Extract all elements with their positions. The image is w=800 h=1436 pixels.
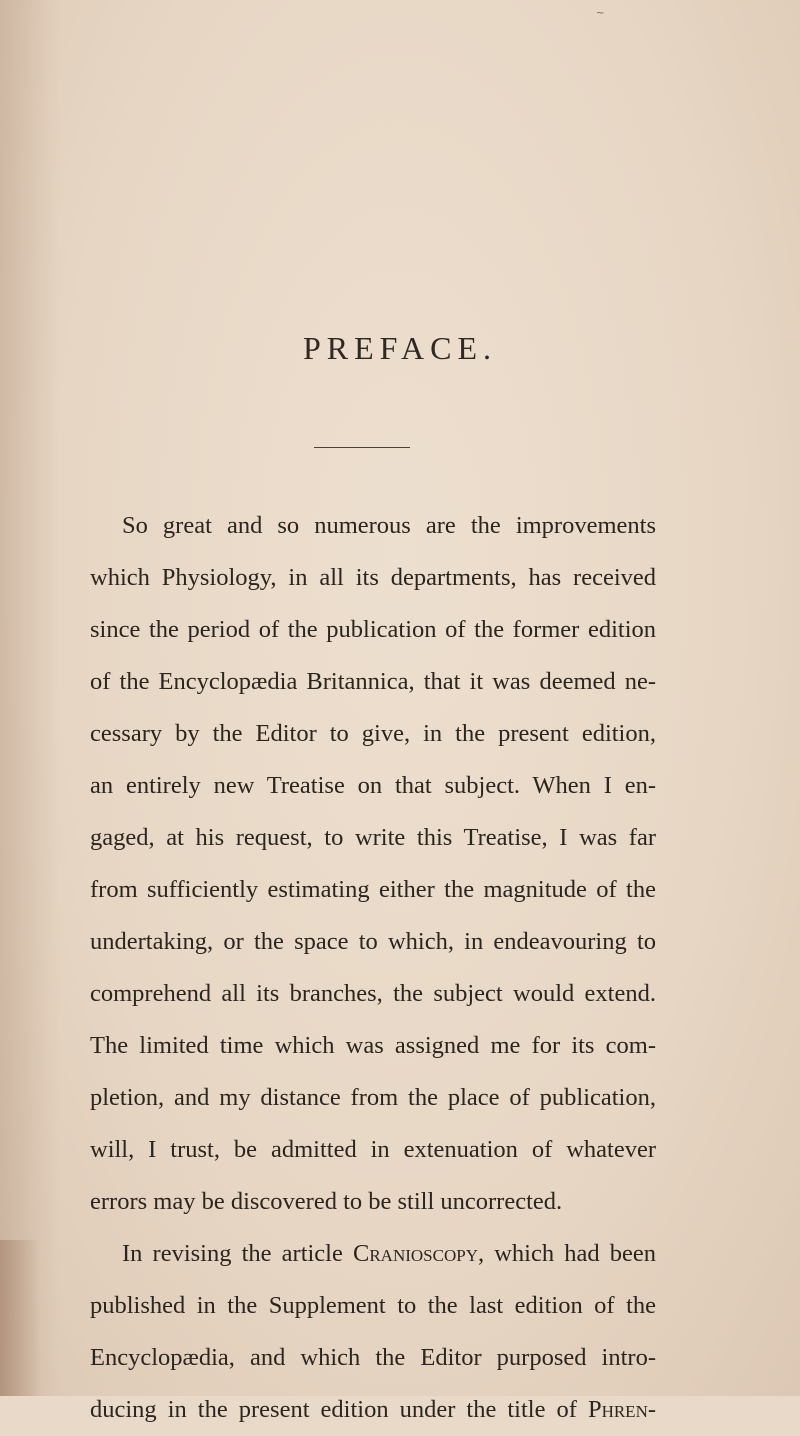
text-run: ducing in the present edition under the title of	[90, 1396, 588, 1423]
text-line	[90, 1228, 656, 1280]
paragraph-1	[90, 500, 656, 1228]
text-run: In revising the article	[122, 1240, 353, 1267]
text-line: pletion, and my distance from the place of publication,	[90, 1084, 656, 1111]
text-line: Encyclopædia, and which the Editor purposed intro-	[90, 1344, 656, 1371]
small-caps-term: Phren-	[587, 1396, 656, 1423]
text-line: which Physiology, in all its departments, has received	[90, 564, 656, 591]
text-line: published in the Supplement to the last edition of the	[90, 1292, 656, 1319]
text-line: will, I trust, be admitted in extenuation of whatever	[90, 1136, 656, 1163]
text-run: , which had been	[477, 1240, 656, 1267]
text-line	[90, 1384, 656, 1436]
text-line: from sufficiently estimating either the magnitude of the	[90, 876, 656, 903]
small-caps-term: Cranioscopy	[353, 1240, 478, 1267]
page-title: PREFACE.	[302, 330, 498, 366]
text-line: undertaking, or the space to which, in endeavouring to	[90, 928, 656, 955]
text-line: of the Encyclopædia Britannica, that it was deemed ne-	[90, 668, 656, 695]
text-line: cessary by the Editor to give, in the present edition,	[90, 720, 656, 747]
corner-mark: ~	[596, 8, 605, 19]
page-edge-stain	[0, 1240, 40, 1396]
text-line: since the period of the publication of the former edition	[90, 616, 656, 643]
text-line: errors may be discovered to be still uncorrected.	[90, 1188, 563, 1215]
preface-text	[90, 500, 656, 1436]
text-line: So great and so numerous are the improvements	[122, 512, 656, 539]
text-line: comprehend all its branches, the subject would extend.	[90, 980, 656, 1007]
text-line: The limited time which was assigned me for its com-	[90, 1032, 656, 1059]
title-rule	[314, 447, 410, 448]
text-line: an entirely new Treatise on that subject. When I en-	[90, 772, 656, 799]
text-line: gaged, at his request, to write this Treatise, I was far	[90, 824, 656, 851]
paragraph-2	[90, 1228, 656, 1436]
page-edge-shadow	[0, 0, 60, 1396]
